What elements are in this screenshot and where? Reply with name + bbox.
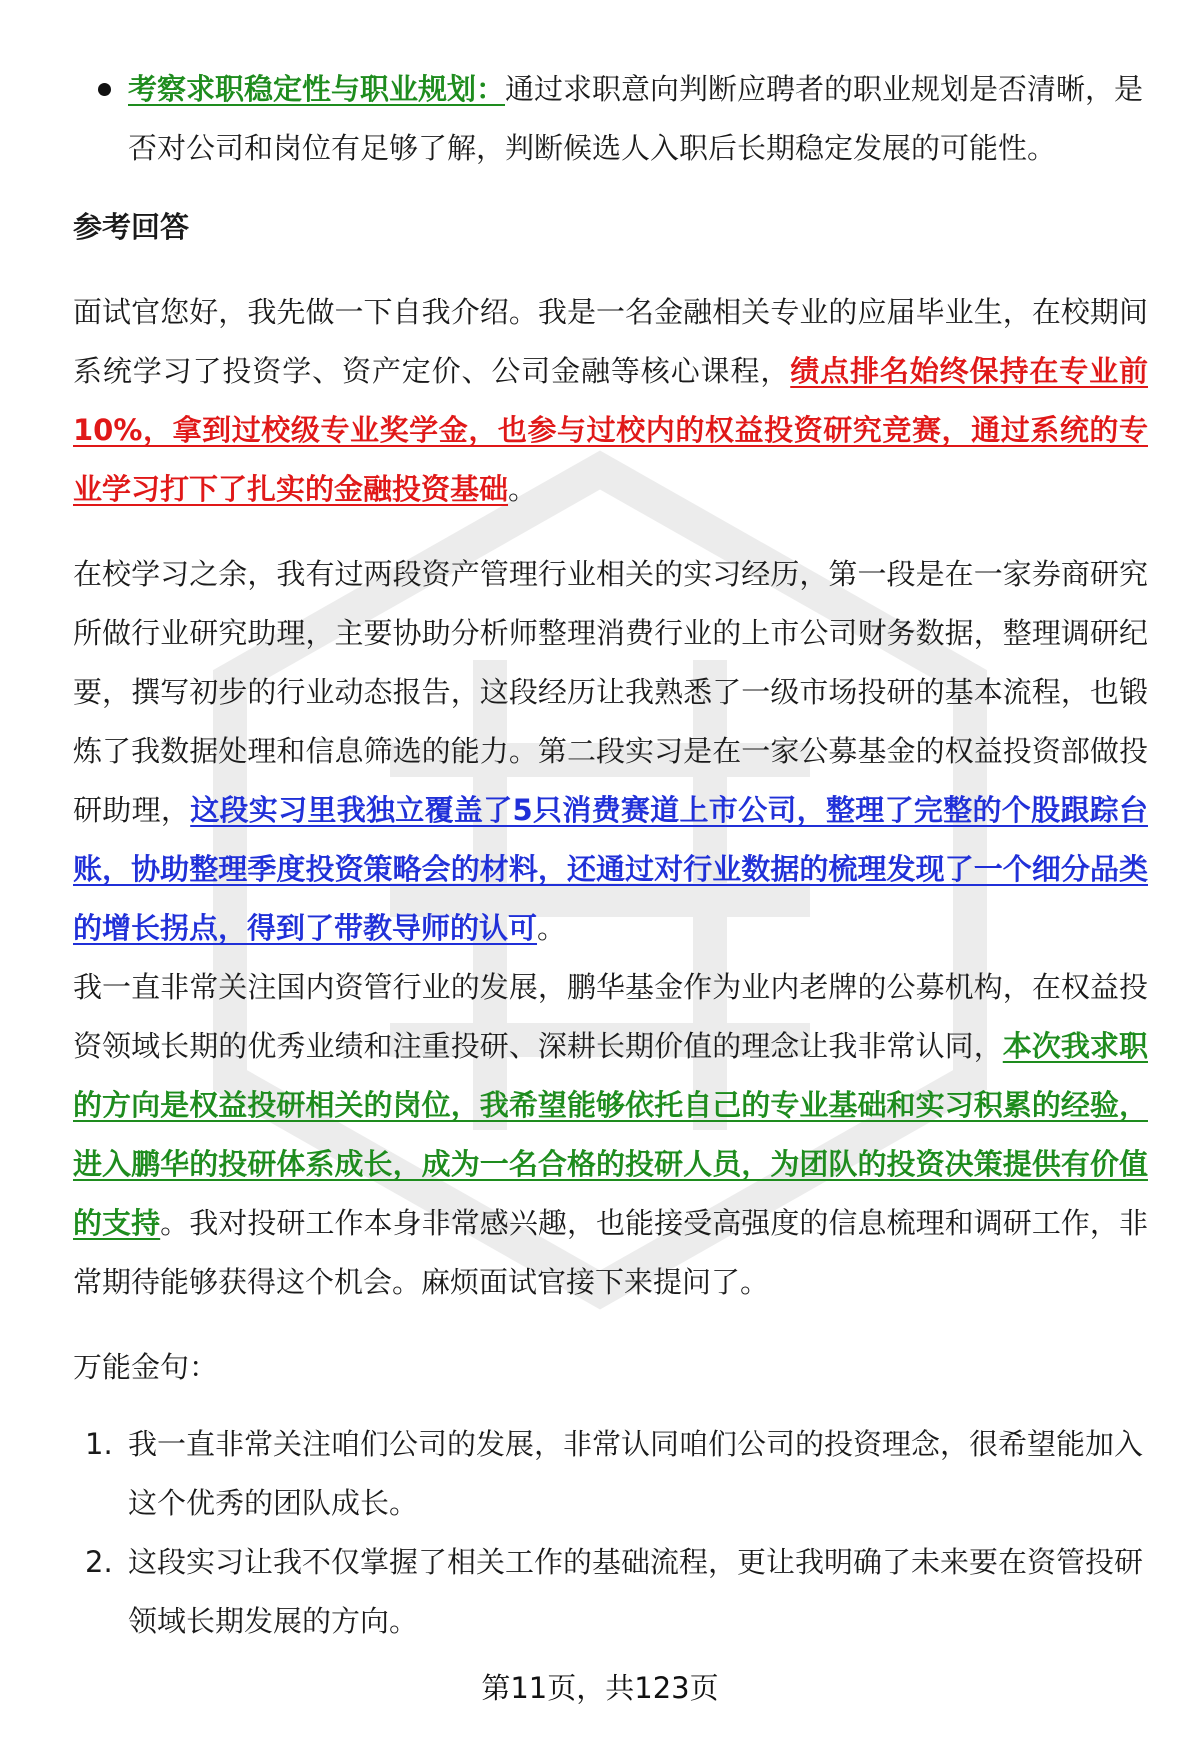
motivation-highlight: 本次我求职的方向是权益投研相关的岗位，我希望能够依托自己的专业基础和实习积累的经验，进入鹏华的投研体系成长，成为一名合格的投研人员，为团队的投资决策提供有价值的支持 — [73, 1029, 1148, 1240]
intro-highlight: 绩点排名始终保持在专业前10%，拿到过校级专业奖学金，也参与过校内的权益投资研究竞赛，通过系统的专业学习打下了扎实的金融投资基础 — [73, 354, 1148, 506]
intro-end: 。 — [508, 472, 538, 506]
list-item-text: 我一直非常关注咱们公司的发展，非常认同咱们公司的投资理念，很希望能加入这个优秀的团队成长。 — [128, 1427, 1144, 1520]
golden-heading: 万能金句： — [73, 1350, 219, 1384]
internship-text: 在校学习之余，我有过两段资产管理行业相关的实习经历，第一段是在一家券商研究所做行业研究助理，主要协助分析师整理消费行业的上市公司财务数据，整理调研纪要，撰写初步的行业动态报告，这段经历让我熟悉了一级市场投研的基本流程，也锻炼了我数据处理和信息筛选的能力。第二段实习是在一家公募基金的权益投资部做投研助理， — [73, 557, 1148, 827]
internship-paragraph — [73, 545, 1148, 958]
motivation-paragraph — [73, 958, 1148, 1312]
motivation-end: 。我对投研工作本身非常感兴趣，也能接受高强度的信息梳理和调研工作，非常期待能够获得这个机会。麻烦面试官接下来提问了。 — [73, 1206, 1148, 1299]
list-item-number: 1. — [85, 1427, 113, 1461]
bullet-item — [73, 60, 1148, 178]
intro-text: 面试官您好，我先做一下自我介绍。我是一名金融相关专业的应届毕业生，在校期间系统学习了投资学、资产定价、公司金融等核心课程， — [73, 295, 1148, 388]
page-footer: 第11页，共123页 — [481, 1671, 719, 1705]
internship-end: 。 — [537, 911, 567, 945]
answer-heading: 参考回答 — [73, 210, 190, 244]
bullet-text: 通过求职意向判断应聘者的职业规划是否清晰，是否对公司和岗位有足够了解，判断候选人入职后长期稳定发展的可能性。 — [128, 72, 1144, 165]
list-item-number: 2. — [85, 1545, 113, 1579]
bullet-dot-icon — [98, 83, 111, 96]
golden-list — [73, 1415, 1148, 1651]
list-item — [73, 1415, 1148, 1533]
intro-paragraph — [73, 283, 1148, 519]
motivation-text: 我一直非常关注国内资管行业的发展，鹏华基金作为业内老牌的公募机构，在权益投资领域长期的优秀业绩和注重投研、深耕长期价值的理念让我非常认同， — [73, 970, 1148, 1063]
list-item — [73, 1533, 1148, 1651]
internship-highlight: 这段实习里我独立覆盖了5只消费赛道上市公司，整理了完整的个股跟踪台账，协助整理季度投资策略会的材料，还通过对行业数据的梳理发现了一个细分品类的增长拐点，得到了带教导师的认可 — [73, 793, 1148, 945]
list-item-text: 这段实习让我不仅掌握了相关工作的基础流程，更让我明确了未来要在资管投研领域长期发展的方向。 — [128, 1545, 1144, 1638]
bullet-title: 考察求职稳定性与职业规划： — [128, 72, 506, 106]
content-body — [73, 60, 1148, 1651]
